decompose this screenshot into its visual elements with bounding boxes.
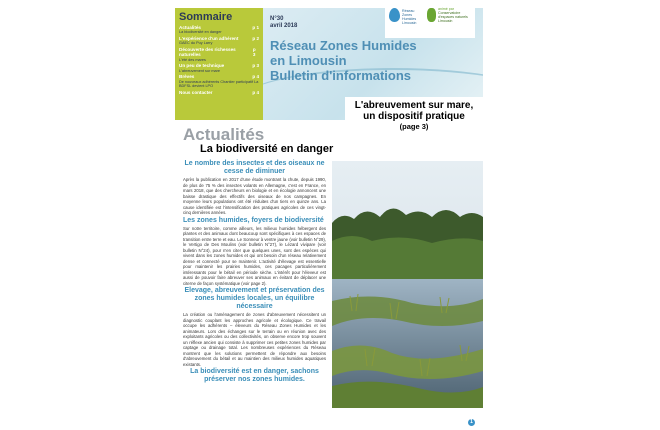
subheading-elevage: Elevage, abreuvement et préservation des zones humides locales, un équilibre nécessaire — [184, 287, 325, 310]
subheading-insects: Le nombre des insectes et des oiseaux ne cesse de diminuer — [184, 160, 325, 175]
toc-title: Sommaire — [179, 11, 233, 23]
toc-subitem: De nouveaux adhérents Chantier participatif La BDFSL devient LPO — [179, 79, 259, 89]
toc-item[interactable]: Brèves p 4 — [179, 74, 259, 80]
conclusion-heading: La biodiversité est en danger, sachons préserver nos zones humides. — [190, 368, 319, 383]
section-heading: Actualités — [183, 125, 265, 144]
toc-item[interactable]: Découverte des richesses naturelles p 3 — [179, 47, 256, 58]
issue-number: N°30 — [270, 16, 284, 22]
partner-logos — [385, 4, 475, 38]
issue-date: avril 2018 — [270, 23, 298, 29]
logo-conservatoire-text: animé par Conservatoire d'espaces naturels Limousin — [438, 7, 468, 23]
paragraph-insects: Après la publication en 2017 d'une étude montrant la chute, depuis 1990, de plus de 75 % des insectes volants en Allemagne, c'est en France, en mars 2018, que des chercheurs en biologie et en écologie annoncent une baisse drastique des effectifs des oiseaux de nos campagnes. En moyenne leurs populations ont été réduites d'un tiers en quinze ans. La cause identifiée est l'intensification des pratiques agricoles de ces vingt-cinq dernières années. — [183, 177, 326, 215]
toc-item[interactable]: Un peu de technique p 3 — [179, 63, 259, 69]
toc-subitem: La biodiversité en danger — [179, 30, 222, 35]
leaf-logo-icon — [427, 8, 436, 22]
issue-info — [270, 16, 297, 30]
paragraph-elevage: La création ou l'aménagement de zones d'abreuvement nécessitent un diagnostic couplant les approches agricole et écologique. Ce travail occupe les adhérents – éleveurs du Réseau Zones Humides et les animateurs. Lors des échanges sur le terrain ou en réunion avec des exploitants agricoles ou des collectivités, on observe encore trop souvent un réflexe ancien qui consiste à supprimer ces petites zones humides par captage ou drainage total. Les nombreuses expériences du Réseau montrent que les solutions permettent de répondre aux besoins d'abreuvement du bétail et au maintien des milieux humides aquatiques existants. — [183, 312, 326, 367]
subheading-zones: Les zones humides, foyers de biodiversité — [183, 216, 324, 224]
article-body — [183, 159, 326, 385]
toc-subitem: L'été des mares — [179, 57, 206, 62]
callout-page-ref: (page 3) — [399, 122, 429, 131]
paragraph-zones: Sur notre territoire, comme ailleurs, les milieux humides hébergent des plantes et des animaux dont beaucoup sont spécifiques à ces espaces de transition entre terre et eau. Le Sonneur à ventre jaune (voir bulletin N°29), le Vertigo de Des Moulins (voir bulletin N°27), le Lézard vivipare (voir bulletin N°24), pour n'en citer que quelques unes, sont des espèces qui vivent dans les zones humides et qui ont besoin d'un réseau relativement dense et connecté pour se maintenir. L'activité d'élevage est essentielle pour maintenir les prairies humides, ces pacages particulièrement intéressants pour le bétail en période sèche. L'intérêt pour l'éleveur est aussi de pouvoir faire abreuver ses animaux en évitant de déplacer une citerne de façon systématique (voir page 2). — [183, 225, 326, 286]
wetland-photo-drawing — [332, 161, 483, 408]
page-number-badge: 1 — [468, 419, 475, 426]
toc-subitem: GAEC du Puy Larry — [179, 41, 213, 46]
logo-network-text: Réseau Zones Humides Limousin — [402, 9, 417, 25]
feature-callout[interactable] — [345, 97, 483, 137]
toc-subitem: L'abreuvement sur mare — [179, 68, 221, 73]
article-title: La biodiversité en danger — [200, 143, 334, 155]
toc-item[interactable]: L'expérience d'un adhérent p 2 — [179, 36, 259, 41]
wetland-photo — [332, 161, 483, 408]
toc-item[interactable]: Nous contacter p 4 — [179, 90, 259, 95]
toc-item[interactable]: Actualités p 1 — [179, 25, 259, 30]
water-drop-logo-icon — [389, 8, 400, 22]
table-of-contents — [175, 8, 263, 120]
newsletter-title: Réseau Zones Humides en Limousin Bulletin d'informations — [270, 38, 417, 83]
callout-title: L'abreuvement sur mare, un dispositif pratique — [354, 100, 474, 122]
